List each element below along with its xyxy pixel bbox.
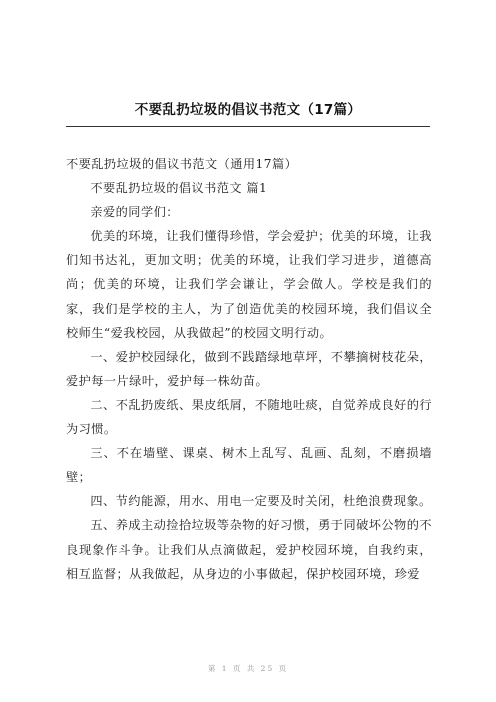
document-title: 不要乱扔垃圾的倡议书范文（17篇） bbox=[134, 102, 362, 118]
salutation: 亲爱的同学们： bbox=[90, 205, 179, 220]
body-paragraph: 三、不在墙壁、课桌、树木上乱写、乱画、乱刻，不磨损墙壁； bbox=[66, 446, 432, 485]
title-divider bbox=[66, 126, 430, 127]
subtitle-paragraph: 不要乱扔垃圾的倡议书范文（通用17篇） bbox=[66, 157, 298, 171]
page-number-footer: 第 1 页 共 25 页 bbox=[207, 664, 289, 673]
body-paragraph: 优美的环境，让我们懂得珍惜，学会爱护；优美的环境，让我们知书达礼，更加文明；优美的环境，让我们学习进步，道德高尚；优美的环境，让我们学会谦让，学会做人。学校是我们的家，我们是学校的主人，为了创造优美的校园环境，我们倡议全校师生“爱我校园，从我做起”的校园文明行动。 bbox=[66, 229, 432, 340]
section-heading: 不要乱扔垃圾的倡议书范文 篇1 bbox=[90, 181, 268, 196]
body-paragraph: 一、爱护校园绿化，做到不践踏绿地草坪，不攀摘树枝花朵，爱护每一片绿叶，爱护每一株幼苗。 bbox=[66, 349, 432, 388]
body-paragraph: 五、养成主动捡拾垃圾等杂物的好习惯，勇于同破坏公物的不良现象作斗争。让我们从点滴做起，爱护校园环境，自我约束，相互监督；从我做起，从身边的小事做起，保护校园环境，珍爱 bbox=[66, 518, 432, 581]
body-paragraph: 四、节约能源，用水、用电一定要及时关闭，杜绝浪费现象。 bbox=[90, 494, 432, 509]
body-paragraph: 二、不乱扔废纸、果皮纸屑，不随地吐痰，自觉养成良好的行为习惯。 bbox=[66, 397, 432, 437]
document-body bbox=[66, 152, 432, 586]
